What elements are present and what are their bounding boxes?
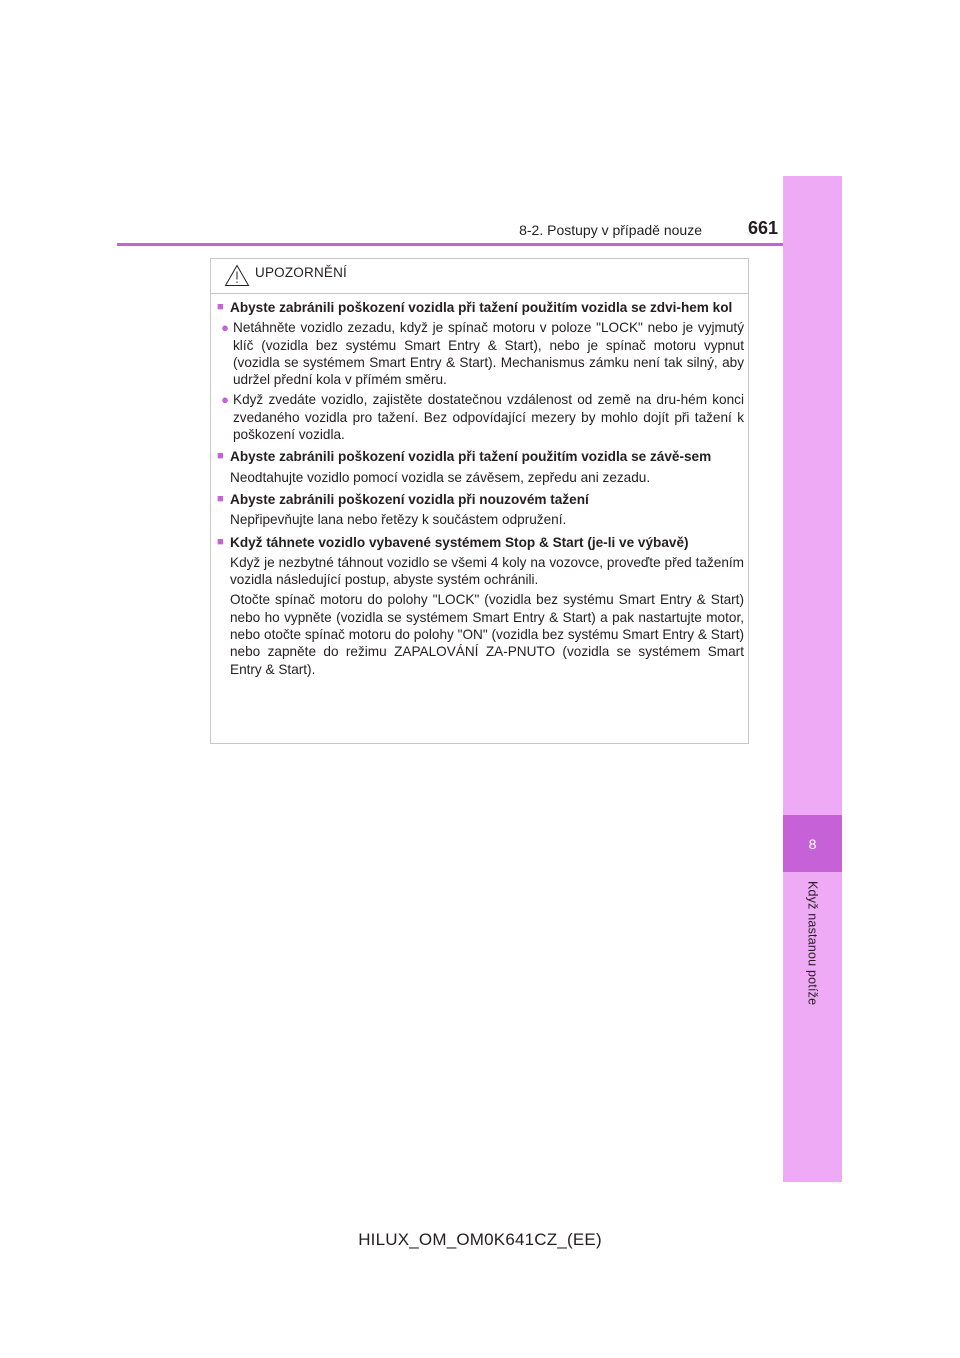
caution-section-heading	[217, 448, 744, 465]
bullet-item	[217, 391, 744, 443]
square-bullet-icon: ■	[217, 301, 224, 313]
caution-header	[211, 259, 748, 294]
caution-section	[217, 448, 744, 486]
heading-text: Abyste zabránili poškození vozidla při tažení použitím vozidla se zdvi-hem kol	[230, 300, 733, 315]
bullet-text: Když zvedáte vozidlo, zajistěte dostatečnou vzdálenost od země na dru-hém konci zvedaného vozidla pro tažení. Bez odpovídající mezery by mohlo dojít při tažení k poškození vozidla.	[233, 392, 744, 443]
heading-text: Když táhnete vozidlo vybavené systémem Stop & Start (je-li ve výbavě)	[230, 534, 689, 550]
caution-section-heading	[217, 299, 744, 316]
chapter-side-tab	[783, 176, 842, 1182]
section-title: 8-2. Postupy v případě nouze	[519, 222, 702, 238]
square-bullet-icon: ■	[217, 535, 224, 548]
caution-section	[217, 534, 744, 678]
paragraph: Nepřipevňujte lana nebo řetězy k součástem odpružení.	[230, 512, 567, 528]
caution-section	[217, 299, 744, 443]
bullet-text: Netáhněte vozidlo zezadu, když je spínač motoru v poloze "LOCK" nebo je vyjmutý klíč (vozidla bez systému Smart Entry & Start), nebo je spínač motoru vypnut (vozidla se systémem Smart Entry & Start). Mechanismus zámku není tak silný, aby udržel přední kola v přímém směru.	[233, 320, 744, 388]
chapter-title: Když nastanou potíže	[805, 881, 820, 1006]
caution-section-heading	[217, 491, 744, 508]
document-id: HILUX_OM_OM0K641CZ_(EE)	[358, 1230, 602, 1249]
round-bullet-icon: ●	[221, 392, 229, 408]
caution-body	[217, 299, 744, 683]
caution-title: UPOZORNĚNÍ	[255, 265, 348, 280]
chapter-number-badge	[783, 815, 842, 872]
paragraph: Neodtahujte vozidlo pomocí vozidla se závěsem, zepředu ani zezadu.	[230, 469, 651, 485]
heading-text: Abyste zabránili poškození vozidla při tažení použitím vozidla se závě-sem	[230, 449, 712, 465]
caution-section-heading	[217, 534, 744, 551]
caution-box	[210, 258, 749, 744]
paragraph: Když je nezbytné táhnout vozidlo se všemi 4 koly na vozovce, proveďte před tažením vozidla následující postup, abyste systém ochránili.	[230, 554, 744, 588]
chapter-number: 8	[808, 835, 817, 852]
caution-section	[217, 491, 744, 529]
round-bullet-icon: ●	[221, 320, 229, 336]
header-divider	[117, 243, 783, 246]
page-number: 661	[747, 218, 778, 238]
square-bullet-icon: ■	[217, 492, 224, 505]
paragraph: Otočte spínač motoru do polohy "LOCK" (vozidla bez systému Smart Entry & Start) nebo ho vypněte (vozidla se systémem Smart Entry & Start) a pak nastartujte motor, nebo otočte spínač motoru do polohy "ON" (vozidla bez systému Smart Entry & Start) nebo zapněte do režimu ZAPALOVÁNÍ ZA-PNUTO (vozidla se systémem Smart Entry & Start).	[230, 592, 744, 677]
heading-text: Abyste zabránili poškození vozidla při nouzovém tažení	[230, 491, 589, 507]
bullet-item	[217, 319, 744, 388]
square-bullet-icon: ■	[217, 450, 224, 463]
warning-triangle-icon	[224, 264, 250, 287]
